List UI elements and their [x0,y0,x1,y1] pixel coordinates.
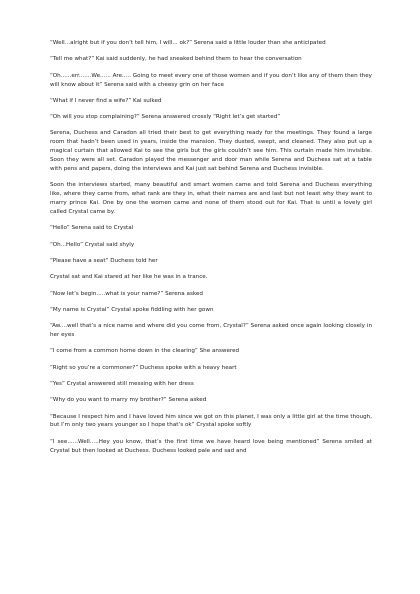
paragraph: “Right so you’re a commoner?” Duchess spoke with a heavy heart [50,364,237,371]
paragraph: “Hello” Serena said to Crystal [50,225,134,232]
paragraph: “Yes” Crystal answered still messing with her dress [50,380,194,387]
paragraph: “My name is Crystal” Crystal spoke fiddling with her gown [50,306,214,313]
paragraph: Crystal sat and Kai stared at her like he was in a trance. [50,274,208,281]
paragraph: “Why do you want to marry my brother?” Serena asked [50,397,207,404]
paragraph: “Aw....well that’s a nice name and where did you come from, Crystal?” Serena asked once again looking closely in her eyes [50,323,372,339]
paragraph: “Oh will you stop complaining?” Serena answered crossly “Right let’s get started” [50,114,281,121]
paragraph: Serena, Duchess and Caradon all tried their best to get everything ready for the meetings. They found a large room that hadn’t been used in years, inside the mansion. They dusted, swept, and cleaned. They also put up a magical curtain that allowed Kai to see the girls but the girls couldn’t see him. This curtain made him invisible. Soon they were all set. Caradon played the messenger and door man while Serena and Duchess sat at a table with pens and papers, doing the interviews and Kai just sat behind Serena and Duchess invisible. [50,130,372,173]
paragraph: “Oh...Hello” Crystal said shyly [50,241,135,248]
paragraph: “Because I respect him and I have loved him since we got on this planet, I was only a little girl at the time though, but I’m only two years younger so I hope that’s ok” Crystal spoke softly [50,413,372,429]
paragraph: “What if I never find a wife?” Kai sulked [50,97,162,104]
paragraph: “Tell me what?” Kai said suddenly, he had sneaked behind them to hear the conversation [50,56,302,63]
paragraph: “Now let’s begin.....what is your name?” Serena asked [50,290,203,297]
paragraph: “Oh......err.......We...... Are..... Going to meet every one of those women and if you don’t like any of them then they will know about it” Serena said with a cheesy grin on her face [50,72,372,88]
paragraph: Soon the interviews started, many beautiful and smart women came and told Serena and Duchess everything like, where they came from, what rank are they in, what their names are and last but not least why they want to marry prince Kai. One by one the women came and none of them stood out for Kai. That is until a lovely girl called Crystal came by. [50,182,372,216]
paragraph: “I come from a common home down in the clearing” She answered [50,348,240,355]
paragraph: “Well...alright but if you don’t tell him, I will... ok?” Serena said a little louder than she anticipated [50,40,326,46]
paragraph: “I see......Well.....Hey you know, that’s the first time we have heard love being mentioned” Serena smiled at Crystal but then looked at Duchess. Duchess looked pale and sad and [50,438,372,454]
paragraph: “Please have a seat” Duchess told her [50,257,158,264]
